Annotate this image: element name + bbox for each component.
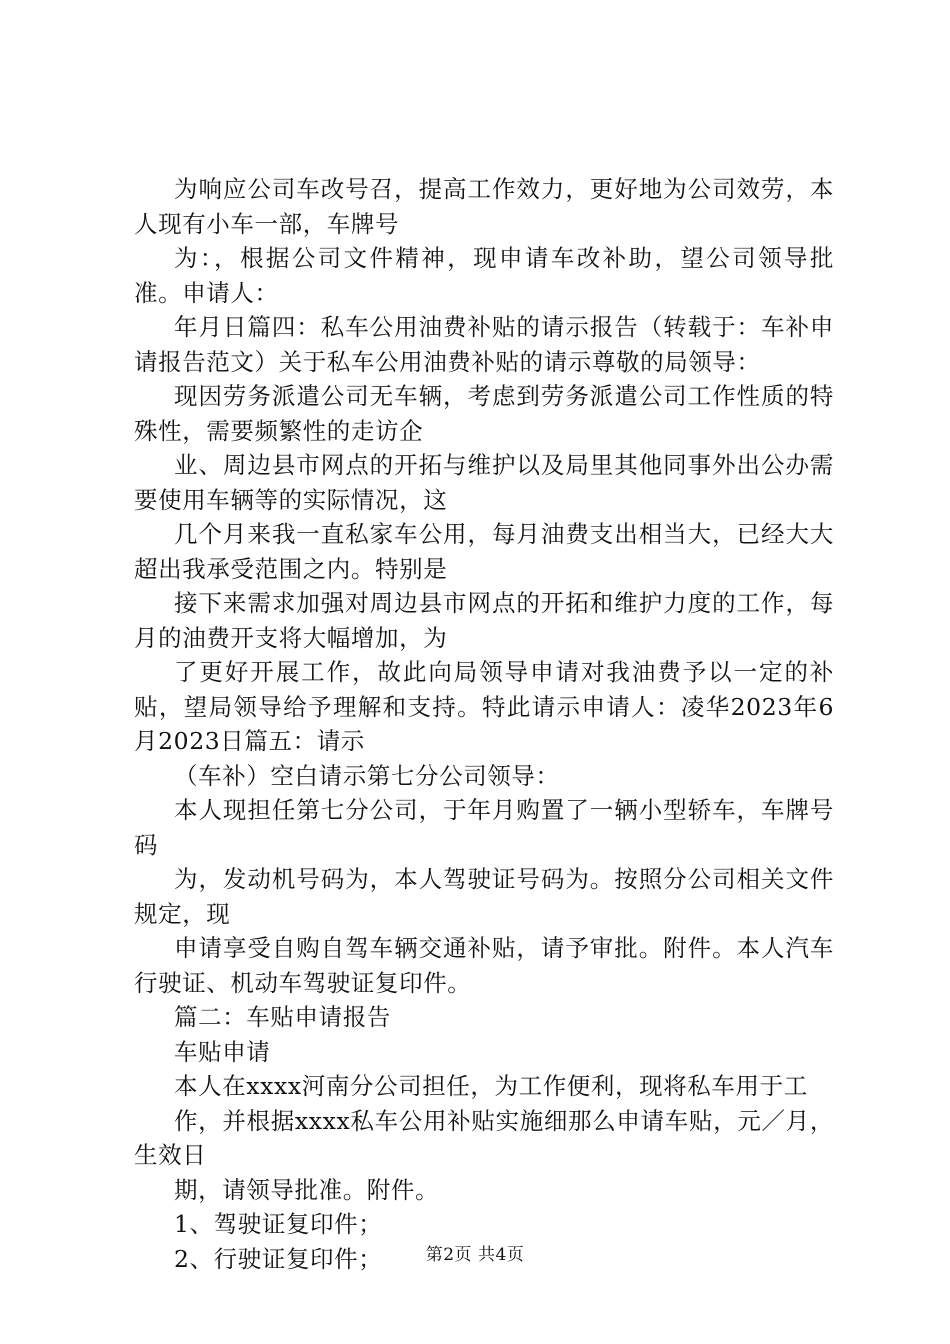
paragraph: 本人现担任第七分公司，于年月购置了一辆小型轿车，车牌号码: [134, 796, 834, 859]
page-number-footer: 第2页 共4页: [425, 1245, 525, 1265]
paragraph: 申请享受自购自驾车辆交通补贴，请予审批。附件。本人汽车行驶证、机动车驾驶证复印件。: [134, 934, 834, 997]
paragraph: （车补）空白请示第七分公司领导：: [174, 761, 560, 790]
paragraph: 年月日篇四：私车公用油费补贴的请示报告（转载于：车补申请报告范文）关于私车公用油费补贴的请示尊敬的局领导：: [134, 313, 834, 376]
paragraph: 作，并根据xxxx私车公用补贴实施细那么申请车贴，元／月，生效日: [134, 1106, 834, 1169]
paragraph: 接下来需求加强对周边县市网点的开拓和维护力度的工作，每月的油费开支将大幅增加，为: [134, 589, 834, 652]
list-item: 1、驾驶证复印件；: [174, 1210, 383, 1238]
paragraph: 为响应公司车改号召，提高工作效力，更好地为公司效劳，本人现有小车一部，车牌号: [134, 175, 834, 238]
paragraph: 本人在xxxx河南分公司担任，为工作便利，现将私车用于工: [174, 1072, 808, 1100]
paragraph: 几个月来我一直私家车公用，每月油费支出相当大，已经大大超出我承受范围之内。特别是: [134, 520, 834, 583]
paragraph: 为：，根据公司文件精神，现申请车改补助，望公司领导批准。申请人：: [134, 244, 834, 307]
paragraph: 了更好开展工作，故此向局领导申请对我油费予以一定的补贴，望局领导给予理解和支持。特此请示申请人：凌华2023年6月2023日篇五：请示: [134, 658, 834, 755]
document-body: [134, 172, 834, 1276]
list-item: 2、行驶证复印件；: [174, 1244, 383, 1273]
paragraph: 业、周边县市网点的开拓与维护以及局里其他同事外出公办需要使用车辆等的实际情况，这: [134, 451, 834, 514]
sub-heading: 车贴申请: [174, 1037, 271, 1066]
paragraph: 期，请领导批准。附件。: [174, 1175, 440, 1204]
paragraph: 为，发动机号码为，本人驾驶证号码为。按照分公司相关文件规定，现: [134, 865, 834, 928]
section-heading: 篇二：车贴申请报告: [174, 1003, 391, 1031]
paragraph: 现因劳务派遣公司无车辆，考虑到劳务派遣公司工作性质的特殊性，需要频繁性的走访企: [134, 382, 834, 445]
